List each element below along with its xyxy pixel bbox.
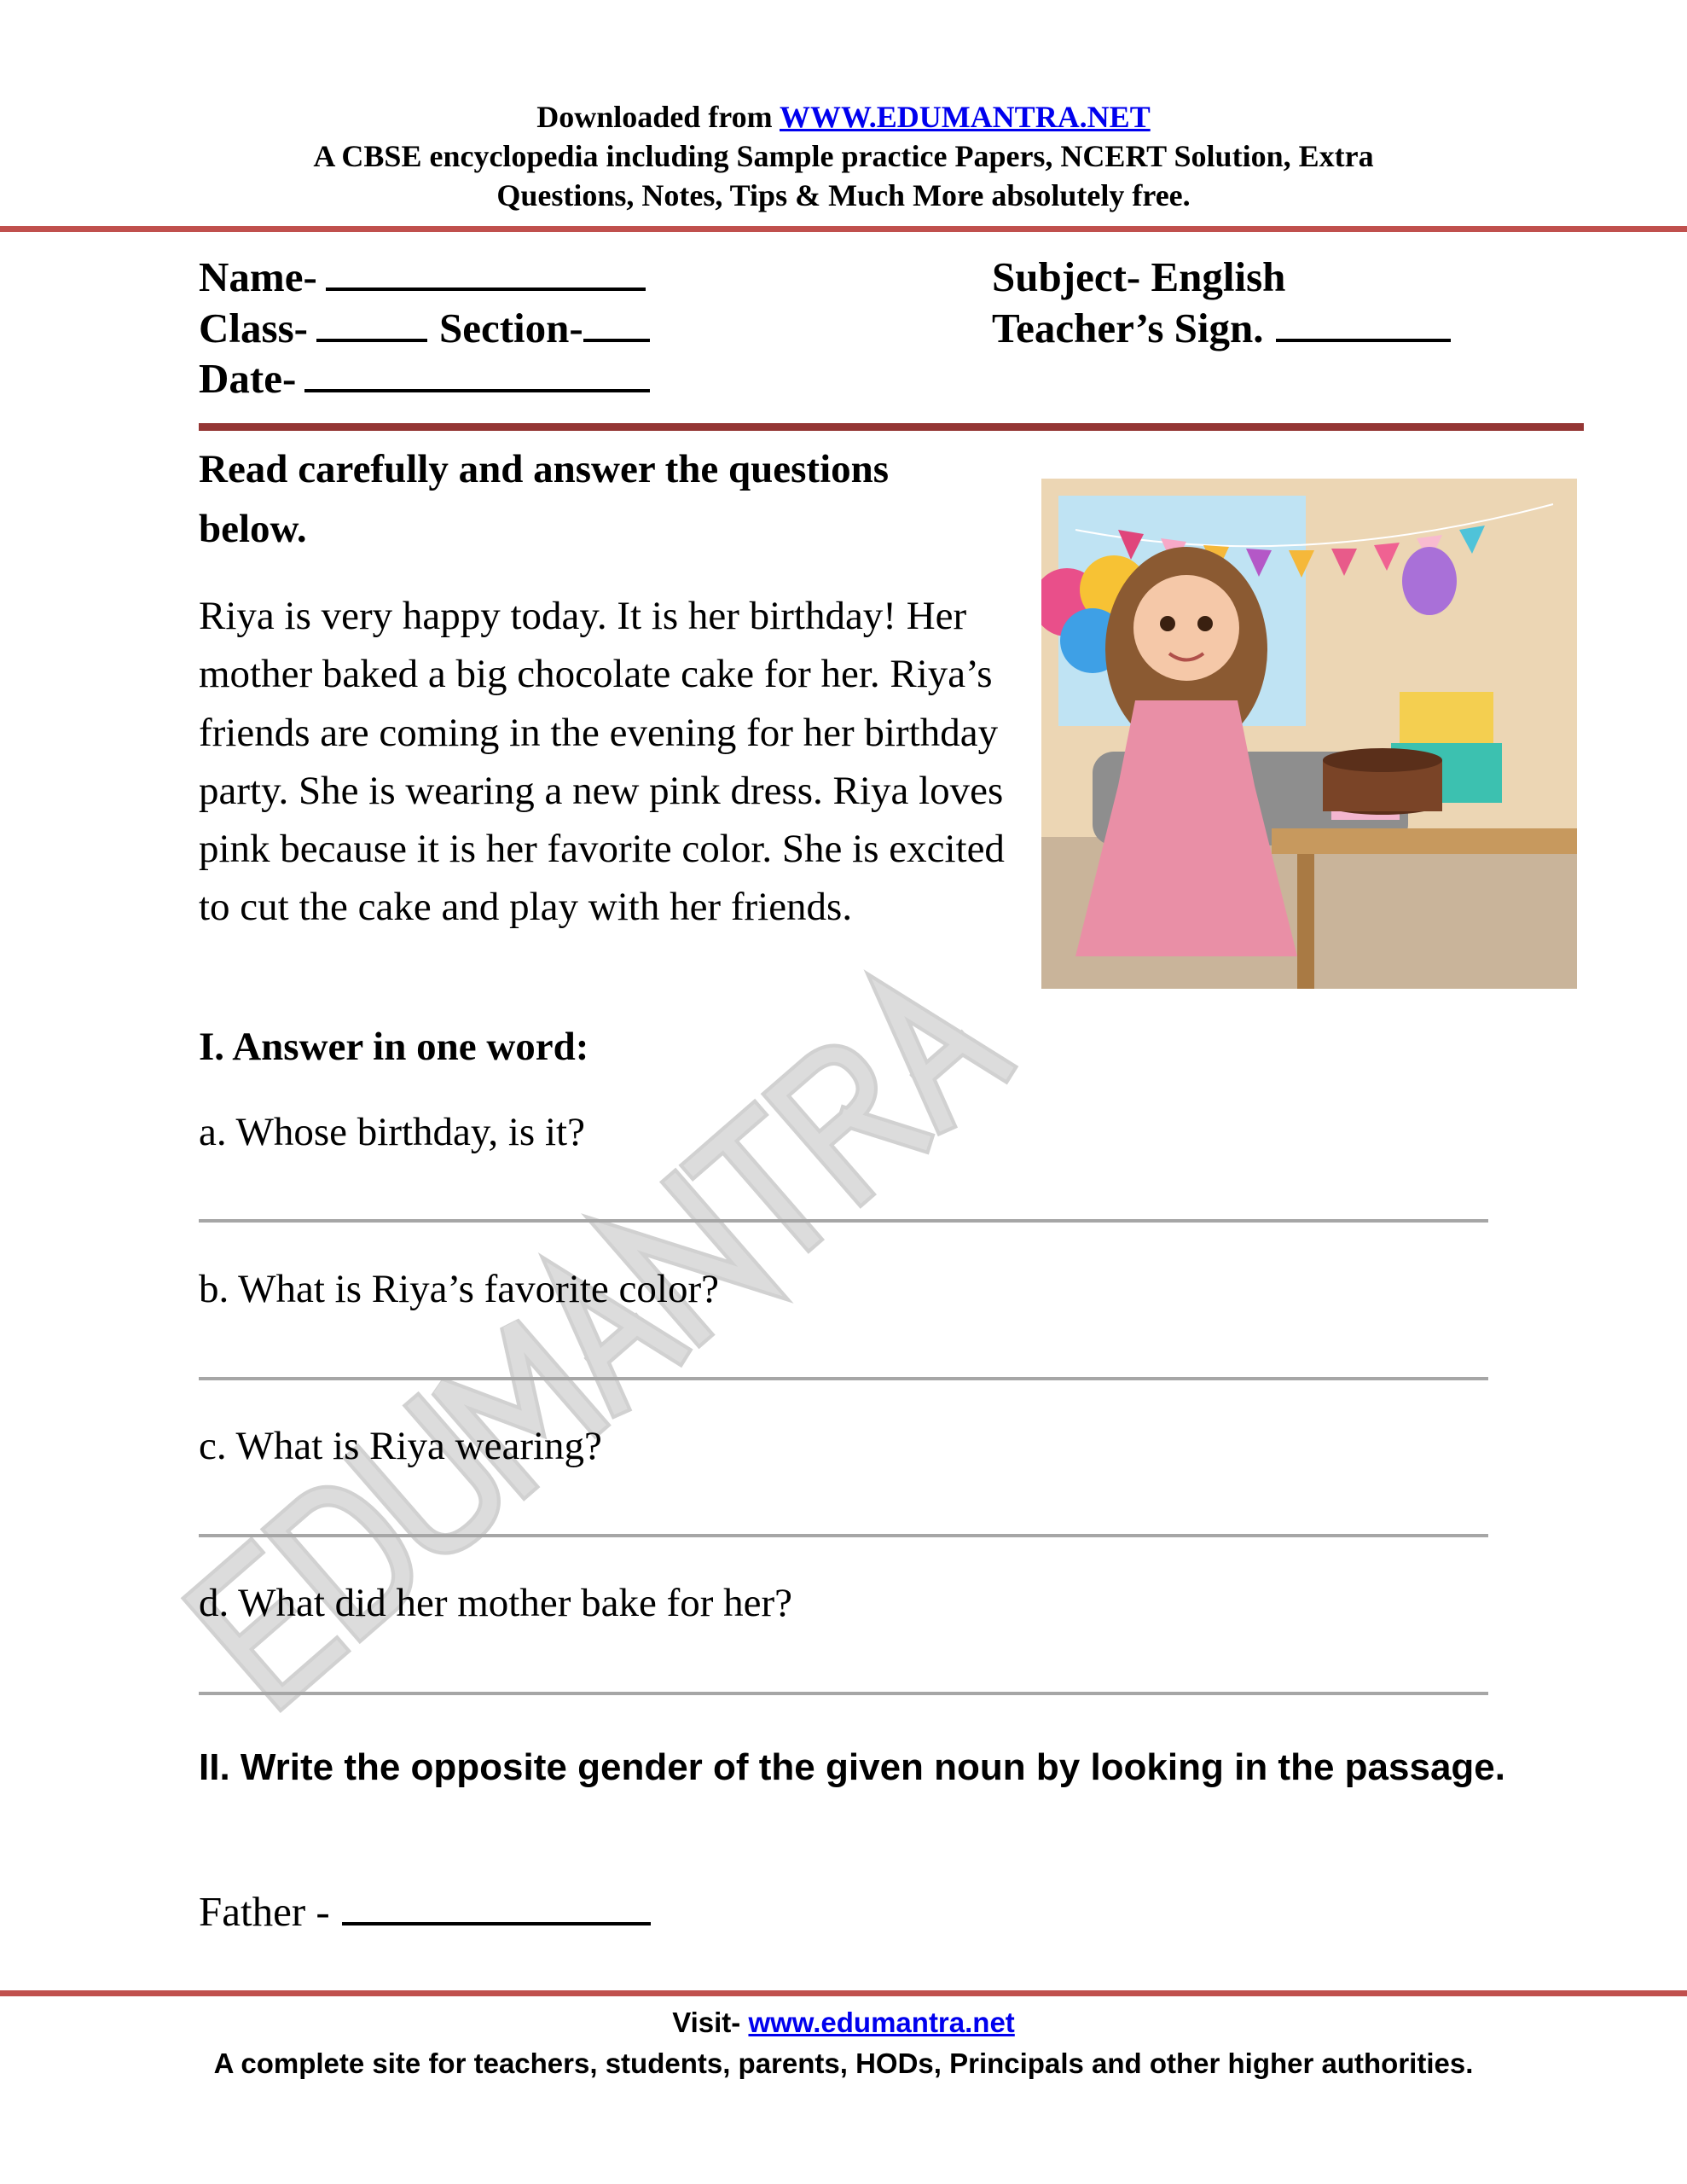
name-label: Name-	[199, 253, 317, 300]
visit-label: Visit-	[672, 2007, 741, 2038]
birthday-girl-image	[1041, 479, 1577, 989]
answer-line-c[interactable]	[199, 1534, 1488, 1537]
name-blank[interactable]	[326, 253, 646, 291]
father-item[interactable]	[199, 1887, 651, 1936]
footer-site-link[interactable]: www.edumantra.net	[748, 2007, 1015, 2038]
question-b: b. What is Riya’s favorite color?	[199, 1267, 719, 1311]
header-divider	[0, 226, 1687, 232]
teacher-sign-label: Teacher’s Sign.	[992, 305, 1264, 351]
name-field[interactable]	[199, 252, 646, 303]
question-d: d. What did her mother bake for her?	[199, 1581, 793, 1625]
answer-line-a[interactable]	[199, 1219, 1488, 1223]
subject-label: Subject- English	[992, 253, 1286, 300]
header-site-link[interactable]: WWW.EDUMANTRA.NET	[780, 100, 1151, 134]
section-blank[interactable]	[583, 305, 650, 342]
header-source	[0, 97, 1687, 136]
date-field[interactable]	[199, 353, 650, 404]
answer-line-b[interactable]	[199, 1377, 1488, 1380]
class-section-field[interactable]	[199, 303, 650, 354]
class-label: Class-	[199, 305, 308, 351]
class-blank[interactable]	[316, 305, 427, 342]
section-label: Section-	[438, 305, 583, 351]
header-tagline-2: Questions, Notes, Tips & Much More absolutely free.	[496, 178, 1191, 212]
section-1-heading: I. Answer in one word:	[199, 1025, 589, 1069]
birthday-illustration	[1041, 479, 1577, 989]
teacher-sign-blank[interactable]	[1276, 305, 1451, 342]
header-tagline-1: A CBSE encyclopedia including Sample practice Papers, NCERT Solution, Extra	[313, 139, 1374, 173]
section-2-heading: II. Write the opposite gender of the given noun by looking in the passage.	[199, 1746, 1505, 1788]
footer-tagline: A complete site for teachers, students, parents, HODs, Principals and other higher authorities.	[213, 2048, 1474, 2079]
reading-passage: Riya is very happy today. It is her birthday! Her mother baked a big chocolate cake for her. Riya’s friends are coming in the evening for her birthday party. She is wearing a new pink dress. Riya loves pink because it is her favorite color. She is excited to cut the cake and play with her friends.	[199, 594, 1005, 930]
downloaded-from-text: Downloaded from	[536, 100, 773, 134]
question-a: a. Whose birthday, is it?	[199, 1110, 585, 1154]
question-c: c. What is Riya wearing?	[199, 1424, 602, 1468]
date-label: Date-	[199, 355, 297, 402]
answer-line-d[interactable]	[199, 1692, 1488, 1695]
date-blank[interactable]	[304, 355, 650, 392]
father-blank[interactable]	[342, 1888, 651, 1926]
teacher-sign-field[interactable]	[992, 303, 1451, 354]
form-divider	[199, 423, 1584, 431]
footer-visit	[0, 2007, 1687, 2039]
footer-divider	[0, 1990, 1687, 1996]
instruction-heading: Read carefully and answer the questions below.	[199, 447, 890, 551]
father-label: Father -	[199, 1888, 330, 1935]
